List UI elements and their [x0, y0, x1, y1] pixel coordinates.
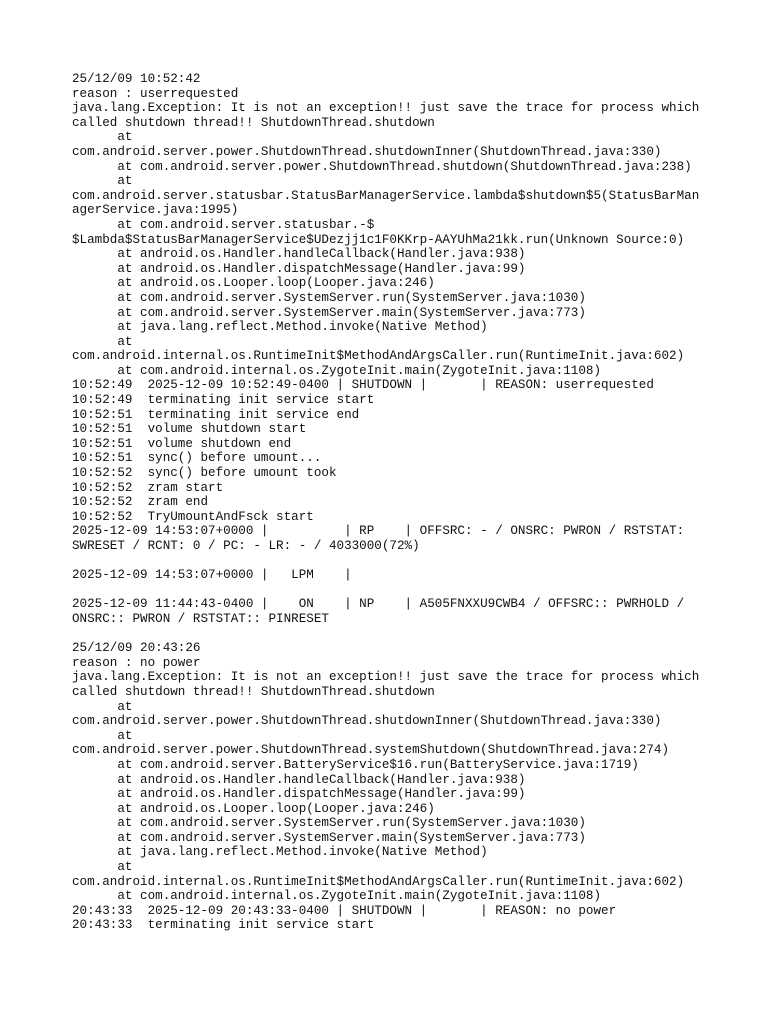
log-line: at android.os.Handler.handleCallback(Handler.java:938) — [72, 247, 526, 262]
log-line: at — [72, 699, 133, 714]
log-line: at java.lang.reflect.Method.invoke(Native Method) — [72, 845, 488, 860]
log-line: 2025-12-09 14:53:07+0000 | LPM | — [72, 568, 352, 583]
log-line: at — [72, 860, 133, 875]
log-line: at android.os.Handler.dispatchMessage(Handler.java:99) — [72, 261, 526, 276]
log-line: com.android.server.power.ShutdownThread.shutdownInner(ShutdownThread.java:330) — [72, 714, 662, 729]
log-line: at com.android.server.statusbar.-$ — [72, 217, 375, 232]
log-line: 20:43:33 2025-12-09 20:43:33-0400 | SHUTDOWN | | REASON: no power — [72, 903, 617, 918]
log-line: 10:52:52 sync() before umount took — [72, 466, 337, 481]
log-line: 20:43:33 terminating init service start — [72, 918, 375, 933]
log-line: at com.android.server.SystemServer.main(SystemServer.java:773) — [72, 305, 586, 320]
log-line: 10:52:49 2025-12-09 10:52:49-0400 | SHUTDOWN | | REASON: userrequested — [72, 378, 654, 393]
log-line: 25/12/09 20:43:26 — [72, 641, 201, 656]
log-line: $Lambda$StatusBarManagerService$UDezjj1c1F0KKrp-AAYUhMa21kk.run(Unknown Source:0) — [72, 232, 685, 247]
log-line: 10:52:51 volume shutdown end — [72, 436, 292, 451]
log-line: at com.android.server.SystemServer.run(SystemServer.java:1030) — [72, 816, 586, 831]
log-line: at com.android.server.SystemServer.main(SystemServer.java:773) — [72, 830, 586, 845]
log-line: 2025-12-09 14:53:07+0000 | | RP | OFFSRC: - / ONSRC: PWRON / RSTSTAT: — [72, 524, 685, 539]
log-line: reason : userrequested — [72, 86, 239, 101]
log-line: at com.android.server.power.ShutdownThread.shutdown(ShutdownThread.java:238) — [72, 159, 692, 174]
log-line: 2025-12-09 11:44:43-0400 | ON | NP | A505FNXXU9CWB4 / OFFSRC:: PWRHOLD / — [72, 597, 685, 612]
log-line: com.android.server.statusbar.StatusBarManagerService.lambda$shutdown$5(StatusBarMan — [72, 188, 700, 203]
log-line: called shutdown thread!! ShutdownThread.shutdown — [72, 684, 435, 699]
log-line: at — [72, 174, 133, 189]
log-line: at android.os.Looper.loop(Looper.java:246) — [72, 276, 435, 291]
log-line: at com.android.server.SystemServer.run(SystemServer.java:1030) — [72, 290, 586, 305]
log-line: at android.os.Looper.loop(Looper.java:246) — [72, 801, 435, 816]
log-line: at java.lang.reflect.Method.invoke(Native Method) — [72, 320, 488, 335]
log-line — [72, 627, 712, 642]
log-line: agerService.java:1995) — [72, 203, 239, 218]
log-document — [72, 72, 712, 933]
log-line: at — [72, 334, 133, 349]
log-line: com.android.internal.os.RuntimeInit$MethodAndArgsCaller.run(RuntimeInit.java:602) — [72, 874, 685, 889]
log-line: SWRESET / RCNT: 0 / PC: - LR: - / 4033000(72%) — [72, 539, 420, 553]
log-line: called shutdown thread!! ShutdownThread.shutdown — [72, 115, 435, 130]
log-line: at android.os.Handler.dispatchMessage(Handler.java:99) — [72, 787, 526, 802]
log-line — [72, 583, 712, 598]
log-line: java.lang.Exception: It is not an exception!! just save the trace for process which — [72, 670, 700, 685]
log-line — [72, 554, 712, 569]
log-line: at com.android.internal.os.ZygoteInit.main(ZygoteInit.java:1108) — [72, 363, 602, 378]
log-line: reason : no power — [72, 655, 201, 670]
log-line: com.android.server.power.ShutdownThread.systemShutdown(ShutdownThread.java:274) — [72, 743, 670, 758]
log-line: at com.android.server.BatteryService$16.run(BatteryService.java:1719) — [72, 757, 639, 772]
log-line: 10:52:51 terminating init service end — [72, 407, 360, 422]
log-line: 10:52:49 terminating init service start — [72, 393, 375, 408]
log-line: com.android.server.power.ShutdownThread.shutdownInner(ShutdownThread.java:330) — [72, 144, 662, 159]
log-line: 10:52:52 TryUmountAndFsck start — [72, 509, 314, 524]
log-line: com.android.internal.os.RuntimeInit$MethodAndArgsCaller.run(RuntimeInit.java:602) — [72, 349, 685, 364]
log-line: 25/12/09 10:52:42 — [72, 72, 201, 86]
log-line: 10:52:52 zram start — [72, 480, 224, 495]
log-line: at android.os.Handler.handleCallback(Handler.java:938) — [72, 772, 526, 787]
log-line: at com.android.internal.os.ZygoteInit.main(ZygoteInit.java:1108) — [72, 889, 602, 904]
log-line: at — [72, 728, 133, 743]
log-line: 10:52:51 sync() before umount... — [72, 451, 322, 466]
log-line: ONSRC:: PWRON / RSTSTAT:: PINRESET — [72, 611, 329, 626]
log-line: 10:52:51 volume shutdown start — [72, 422, 307, 437]
log-line: at — [72, 130, 133, 145]
log-line: 10:52:52 zram end — [72, 495, 209, 510]
log-line: java.lang.Exception: It is not an exception!! just save the trace for process which — [72, 101, 700, 116]
